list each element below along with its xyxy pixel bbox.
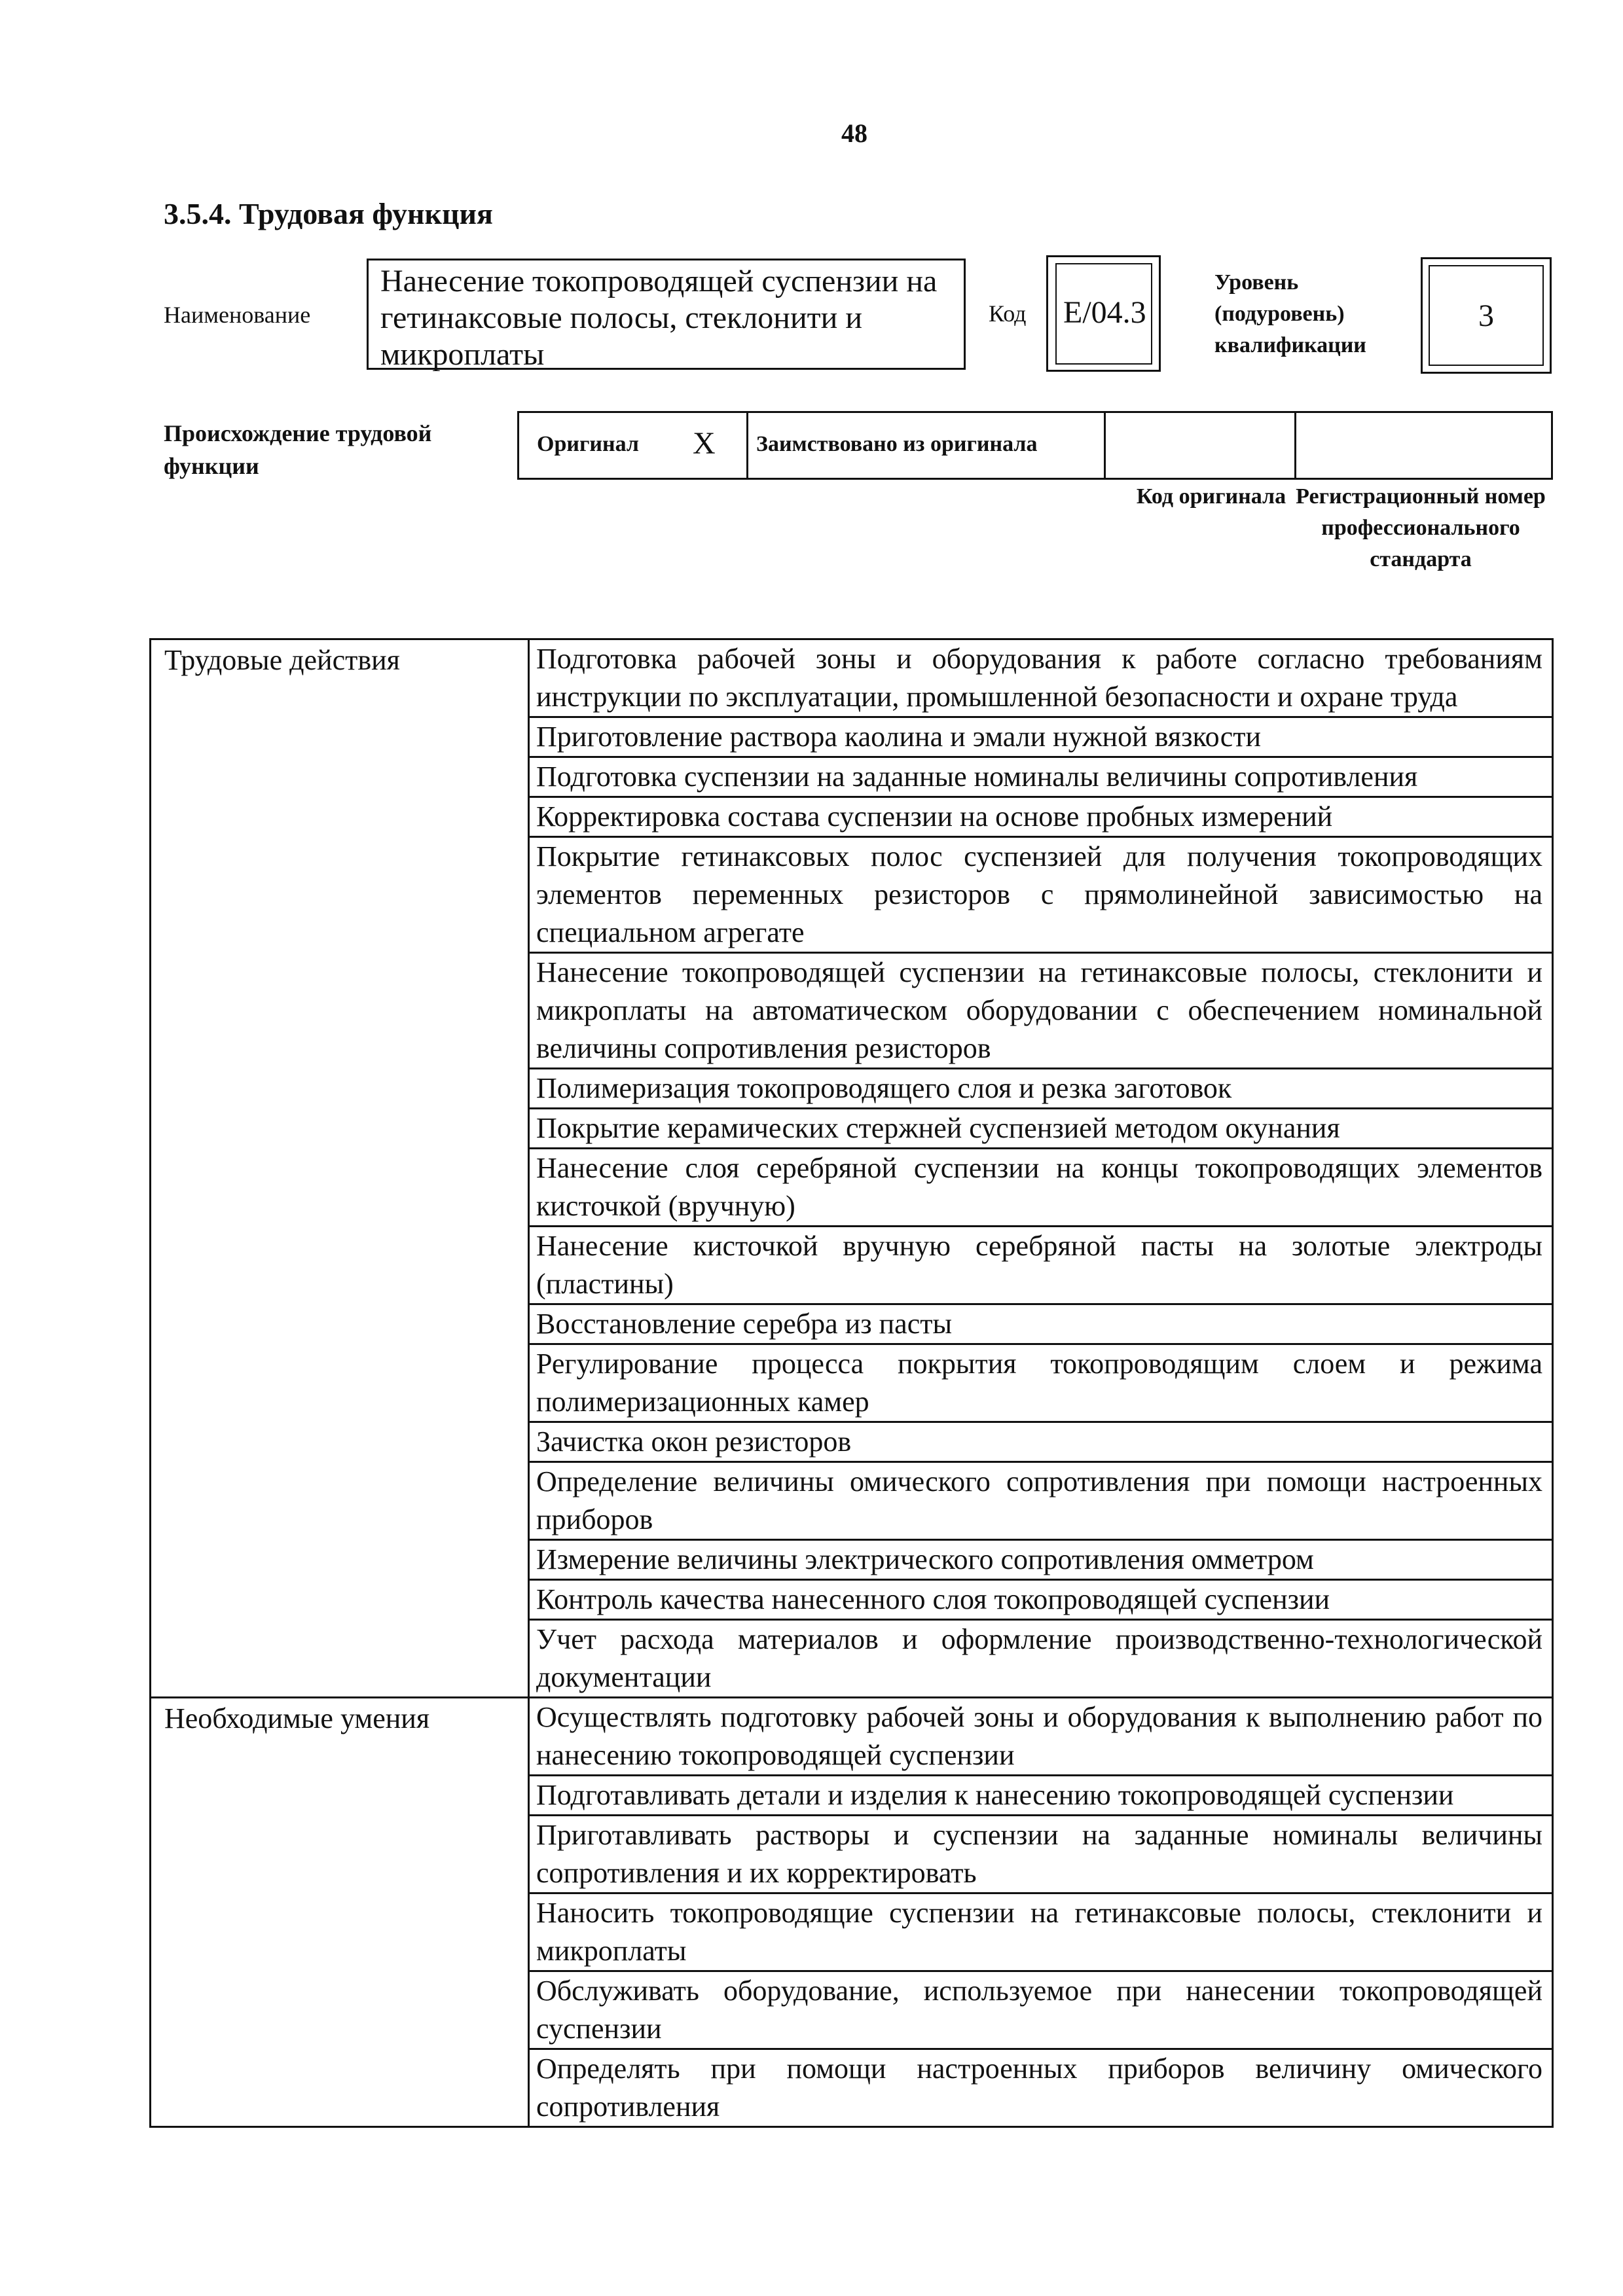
item-cell: Покрытие гетинаксовых полос суспензией для получения токопроводящих элементов переменных резисторов с прямолинейной зависимостью на специальном агрегате bbox=[529, 837, 1553, 953]
item-cell: Нанесение кисточкой вручную серебряной пасты на золотые электроды (пластины) bbox=[529, 1227, 1553, 1304]
item-cell: Контроль качества нанесенного слоя токопроводящей суспензии bbox=[529, 1580, 1553, 1620]
function-name-box: Нанесение токопроводящей суспензии на гетинаксовые полосы, стеклонити и микроплаты bbox=[367, 259, 966, 370]
qualification-level-value: 3 bbox=[1429, 265, 1544, 366]
original-label: Оригинал bbox=[537, 432, 639, 456]
item-cell: Зачистка окон резисторов bbox=[529, 1422, 1553, 1462]
code-value: E/04.3 bbox=[1055, 263, 1152, 365]
original-mark: X bbox=[693, 426, 716, 461]
item-cell: Определять при помощи настроенных приборов величину омического сопротивления bbox=[529, 2049, 1553, 2127]
table-row bbox=[151, 1698, 1553, 1776]
name-label: Наименование bbox=[164, 302, 311, 328]
item-cell: Нанесение слоя серебряной суспензии на концы токопроводящих элементов кисточкой (вручную) bbox=[529, 1149, 1553, 1227]
item-cell: Регулирование процесса покрытия токопроводящим слоем и режима полимеризационных камер bbox=[529, 1344, 1553, 1422]
item-cell: Измерение величины электрического сопротивления омметром bbox=[529, 1540, 1553, 1580]
code-label: Код bbox=[989, 300, 1027, 327]
origin-cell-original-code bbox=[1106, 413, 1296, 478]
section-title: 3.5.4. Трудовая функция bbox=[164, 197, 493, 230]
original-code-caption: Код оригинала bbox=[1136, 484, 1286, 509]
item-cell: Подготовка рабочей зоны и оборудования к работе согласно требованиям инструкции по эксплуатации, промышленной безопасности и охране труда bbox=[529, 639, 1553, 717]
item-cell: Подготавливать детали и изделия к нанесению токопроводящей суспензии bbox=[529, 1776, 1553, 1816]
borrowed-label: Заимствовано из оригинала bbox=[756, 432, 1038, 456]
item-cell: Приготавливать растворы и суспензии на заданные номиналы величины сопротивления и их корректировать bbox=[529, 1816, 1553, 1893]
item-cell: Наносить токопроводящие суспензии на гетинаксовые полосы, стеклонити и микроплаты bbox=[529, 1893, 1553, 1971]
item-cell: Полимеризация токопроводящего слоя и резка заготовок bbox=[529, 1069, 1553, 1109]
item-cell: Осуществлять подготовку рабочей зоны и оборудования к выполнению работ по нанесению токопроводящей суспензии bbox=[529, 1698, 1553, 1776]
item-cell: Восстановление серебра из пасты bbox=[529, 1304, 1553, 1344]
item-cell: Нанесение токопроводящей суспензии на гетинаксовые полосы, стеклонити и микроплаты на автоматическом оборудовании с обеспечением номинальной величины сопротивления резисторов bbox=[529, 953, 1553, 1069]
category-cell: Трудовые действия bbox=[151, 639, 529, 1698]
category-cell: Необходимые умения bbox=[151, 1698, 529, 2127]
item-cell: Учет расхода материалов и оформление производственно-технологической документации bbox=[529, 1620, 1553, 1698]
item-cell: Обслуживать оборудование, используемое при нанесении токопроводящей суспензии bbox=[529, 1971, 1553, 2049]
item-cell: Определение величины омического сопротивления при помощи настроенных приборов bbox=[529, 1462, 1553, 1540]
item-cell: Корректировка состава суспензии на основе пробных измерений bbox=[529, 797, 1553, 837]
item-cell: Подготовка суспензии на заданные номиналы величины сопротивления bbox=[529, 757, 1553, 797]
origin-label: Происхождение трудовой функции bbox=[164, 420, 432, 479]
qualification-level-label: Уровень (подуровень) квалификации bbox=[1214, 270, 1366, 357]
table-row bbox=[151, 639, 1553, 717]
page-number: 48 bbox=[841, 118, 867, 148]
item-cell: Покрытие керамических стержней суспензией методом окунания bbox=[529, 1109, 1553, 1149]
item-cell: Приготовление раствора каолина и эмали нужной вязкости bbox=[529, 717, 1553, 757]
functions-table bbox=[149, 638, 1554, 2128]
registration-number-caption: Регистрационный номер профессионального стандарта bbox=[1296, 484, 1546, 571]
